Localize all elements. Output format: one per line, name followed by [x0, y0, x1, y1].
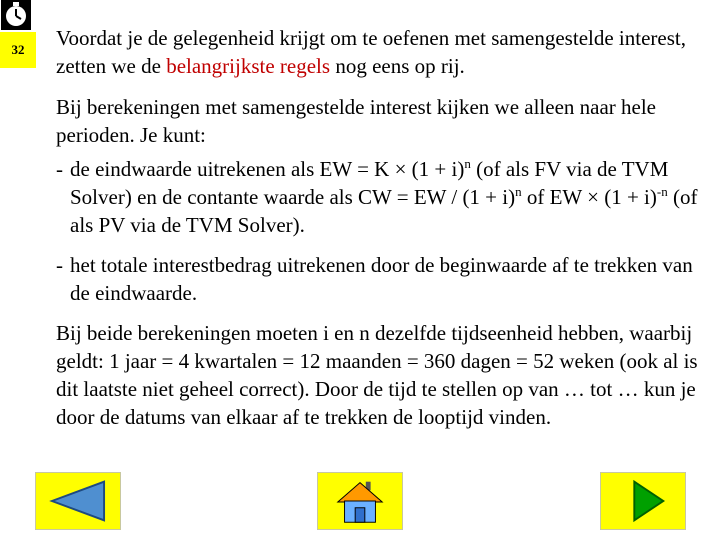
previous-button[interactable] — [35, 472, 121, 530]
intro-paragraph — [56, 24, 706, 80]
arrow-left-icon — [36, 473, 120, 529]
home-icon — [318, 473, 402, 529]
bullet-text: het totale interestbedrag uitrekenen door de beginwaarde af te trekken van de eindwaarde. — [70, 253, 693, 305]
page-number-badge — [0, 32, 36, 68]
bullet-item-interest-amount — [56, 251, 706, 307]
exponent-n: n — [464, 156, 471, 171]
sidebar — [0, 0, 36, 540]
formula-text-d: (of als PV via de TVM Solver). — [70, 185, 698, 237]
intro-text-1: Voordat je de gelegenheid krijgt om te oefenen met samengestelde interest, zetten we de — [56, 26, 686, 78]
formula-text-c: of EW × (1 + i) — [521, 185, 657, 209]
exponent-n: n — [515, 184, 522, 199]
time-unit-paragraph: Bij beide berekeningen moeten i en n dezelfde tijdseenheid hebben, waarbij geldt: 1 jaar = 4 kwartalen = 12 maanden = 360 dagen = 52 weken (ook al is dit laatste niet geheel correct). Door de tijd te stellen op van … tot … kun je door de datums van elkaar af te trekken de looptijd vinden. — [56, 321, 698, 429]
bullet-item-end-value — [56, 155, 706, 239]
exponent-minus-n: -n — [656, 184, 668, 199]
clock-icon[interactable] — [1, 0, 31, 30]
next-button[interactable] — [600, 472, 686, 530]
content — [56, 24, 706, 431]
intro-text-2: nog eens op rij. — [330, 54, 465, 78]
bullet-dash: - — [56, 157, 63, 181]
periods-paragraph: Bij berekeningen met samengestelde interest kijken we alleen naar hele perioden. Je kunt: — [56, 95, 657, 147]
formula-text-b: (of als FV via de TVM Solver) en de contante waarde als CW = EW / (1 + i) — [70, 157, 669, 209]
intro-highlight: belangrijkste regels — [166, 54, 331, 78]
formula-text-a: de eindwaarde uitrekenen als EW = K × (1 + i) — [70, 157, 465, 181]
home-button[interactable] — [317, 472, 403, 530]
bullet-text — [70, 155, 706, 239]
arrow-right-icon — [601, 473, 685, 529]
bullet-dash: - — [56, 253, 63, 277]
page-number: 32 — [11, 42, 25, 57]
